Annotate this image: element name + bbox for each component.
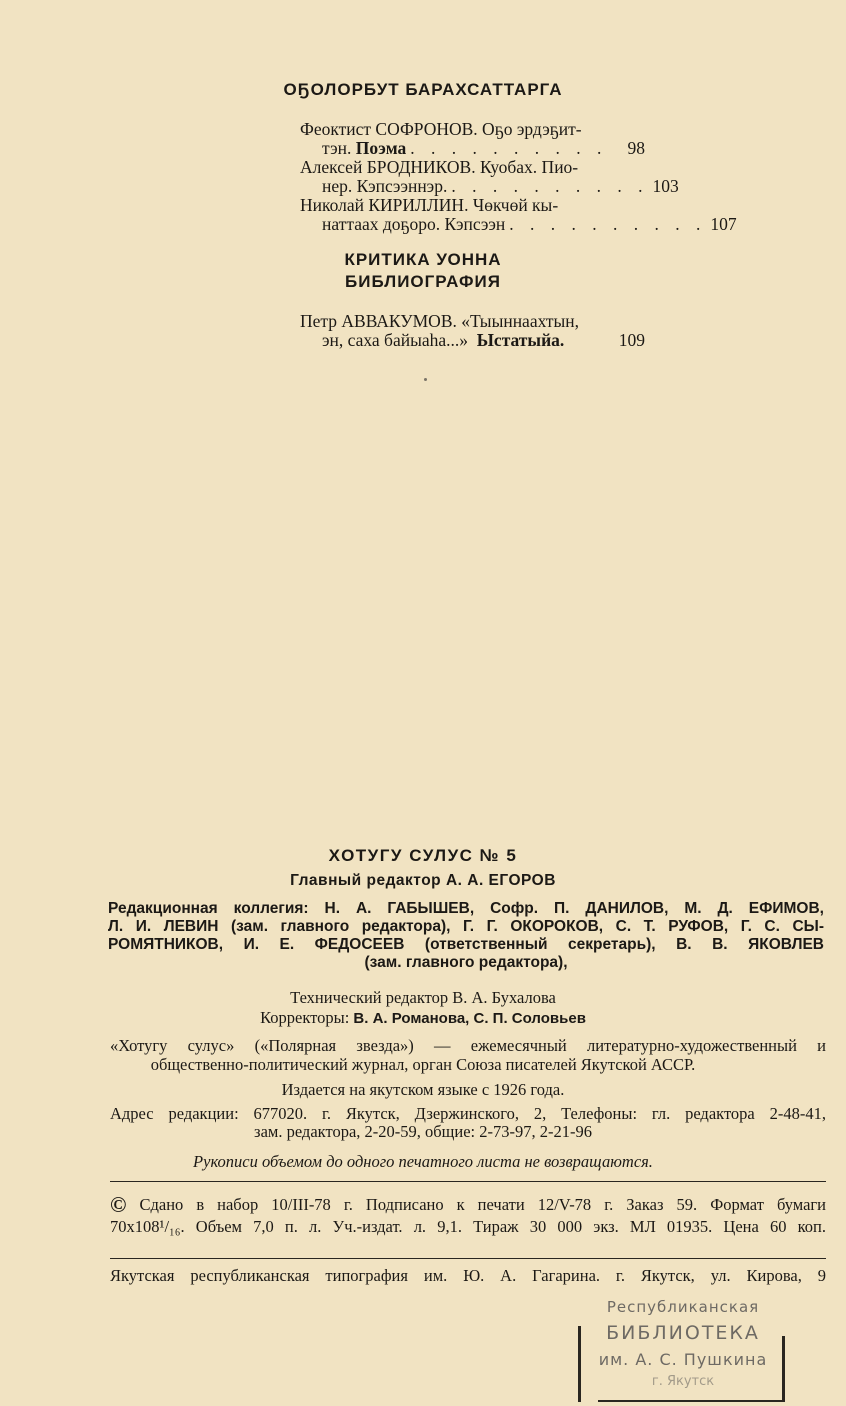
magazine-description: «Хотугу сулус» («Полярная звезда») — ежемесячный литературно-художественный и	[110, 1036, 826, 1055]
toc-entry-line1: Алексей БРОДНИКОВ. Куобах. Пио-	[300, 157, 579, 177]
toc-section-heading: КРИТИКА УОННА	[344, 250, 502, 269]
toc-entry-4	[300, 312, 645, 350]
toc-leader-dots: . . . . . . . . . .	[451, 176, 649, 196]
imprint-line: 70x108¹/₁₆. Объем 7,0 п. л. Уч.-издат. л. 9,1. Тираж 30 000 экз. МЛ 01935. Цена 60 коп.	[110, 1217, 826, 1236]
editorial-board-line: (зам. главного редактора),	[364, 954, 568, 971]
editorial-board-line: Л. И. ЛЕВИН (зам. главного редактора), Г. Г. ОКОРОКОВ, С. Т. РУФОВ, Г. С. СЫ-	[108, 918, 824, 935]
toc-section-heading: БИБЛИОГРАФИЯ	[345, 272, 501, 291]
toc-entry-line2	[300, 139, 645, 158]
toc-page-number: 109	[618, 330, 645, 350]
technical-editor: Технический редактор В. А. Бухалова	[290, 988, 556, 1007]
toc-entry-3	[300, 195, 737, 234]
editorial-board-line: Редакционная коллегия: Н. А. ГАБЫШЕВ, Софр. П. ДАНИЛОВ, М. Д. ЕФИМОВ,	[108, 900, 824, 917]
editorial-address: Адрес редакции: 677020. г. Якутск, Дзержинского, 2, Телефоны: гл. редактора 2-48-41,	[110, 1104, 826, 1123]
stamp-line: БИБЛИОТЕКА	[606, 1322, 760, 1344]
divider	[110, 1258, 826, 1259]
toc-entry-1	[300, 120, 645, 158]
stamp-line: г. Якутск	[651, 1374, 715, 1389]
imprint-text: Сдано в набор 10/III-78 г. Подписано к печати 12/V-78 г. Заказ 59. Формат бумаги	[139, 1195, 827, 1214]
toc-section-heading: ОҔОЛОРБУТ БАРАХСАТТАРГА	[283, 80, 563, 99]
toc-leader-dots: . . . . . . . . . .	[509, 214, 707, 234]
correctors-names: В. А. Романова, С. П. Соловьев	[353, 1010, 586, 1027]
stamp-line: им. А. С. Пушкина	[598, 1350, 768, 1369]
toc-page-number: 107	[710, 214, 737, 234]
toc-entry-text: эн, саха байыаһа...»	[322, 330, 468, 350]
correctors	[0, 1008, 846, 1028]
toc-entry-genre: Ыстатыйа.	[476, 330, 565, 350]
editorial-phones: зам. редактора, 2-20-59, общие: 2-73-97, 2-21-96	[254, 1122, 592, 1141]
manuscripts-note: Рукописи объемом до одного печатного листа не возвращаются.	[193, 1152, 653, 1171]
copyright-symbol: ©	[110, 1192, 127, 1217]
published-since: Издается на якутском языке с 1926 года.	[281, 1080, 565, 1099]
print-speck	[424, 378, 427, 381]
editorial-board	[108, 900, 824, 972]
toc-page-number: 98	[627, 138, 645, 158]
toc-entry-genre: Поэма	[355, 138, 407, 158]
toc-entry-2	[300, 157, 679, 196]
correctors-label: Корректоры:	[260, 1008, 350, 1027]
imprint	[110, 1194, 826, 1238]
magazine-description-cont: общественно-политический журнал, орган Союза писателей Якутской АССР.	[150, 1055, 696, 1074]
toc-entry-line1: Феоктист СОФРОНОВ. Оҕо эрдэҕит-	[300, 119, 582, 139]
printer-line: Якутская республиканская типография им. Ю. А. Гагарина. г. Якутск, ул. Кирова, 9	[110, 1266, 826, 1285]
toc-entry-line2	[300, 331, 645, 350]
magazine-title: ХОТУГУ СУЛУС № 5	[328, 846, 518, 865]
stamp-frame-bottom	[598, 1400, 785, 1402]
toc-entry-line2	[300, 214, 737, 234]
toc-entry-text: нер. Кэпсээннэр.	[322, 176, 448, 196]
toc-entry-text: наттаах доҕоро. Кэпсээн	[322, 214, 506, 234]
stamp-line: Республиканская	[606, 1298, 760, 1316]
editorial-board-line: РОМЯТНИКОВ, И. Е. ФЕДОСЕЕВ (ответственный секретарь), В. В. ЯКОВЛЕВ	[108, 936, 824, 953]
stamp-frame-right	[782, 1336, 785, 1402]
toc-page-number: 103	[652, 176, 679, 196]
chief-editor: Главный редактор А. А. ЕГОРОВ	[290, 872, 556, 889]
imprint-line	[110, 1194, 826, 1216]
library-stamp	[578, 1296, 788, 1404]
toc-entry-text: тэн.	[322, 138, 352, 158]
divider	[110, 1181, 826, 1182]
toc-entry-line1: Николай КИРИЛЛИН. Чөкчөй кы-	[300, 195, 559, 215]
toc-leader-dots: . . . . . . . . . .	[410, 138, 608, 158]
toc-entry-line1: Петр АВВАКУМОВ. «Тыыннаахтын,	[300, 311, 580, 331]
toc-entry-line2	[300, 176, 679, 196]
